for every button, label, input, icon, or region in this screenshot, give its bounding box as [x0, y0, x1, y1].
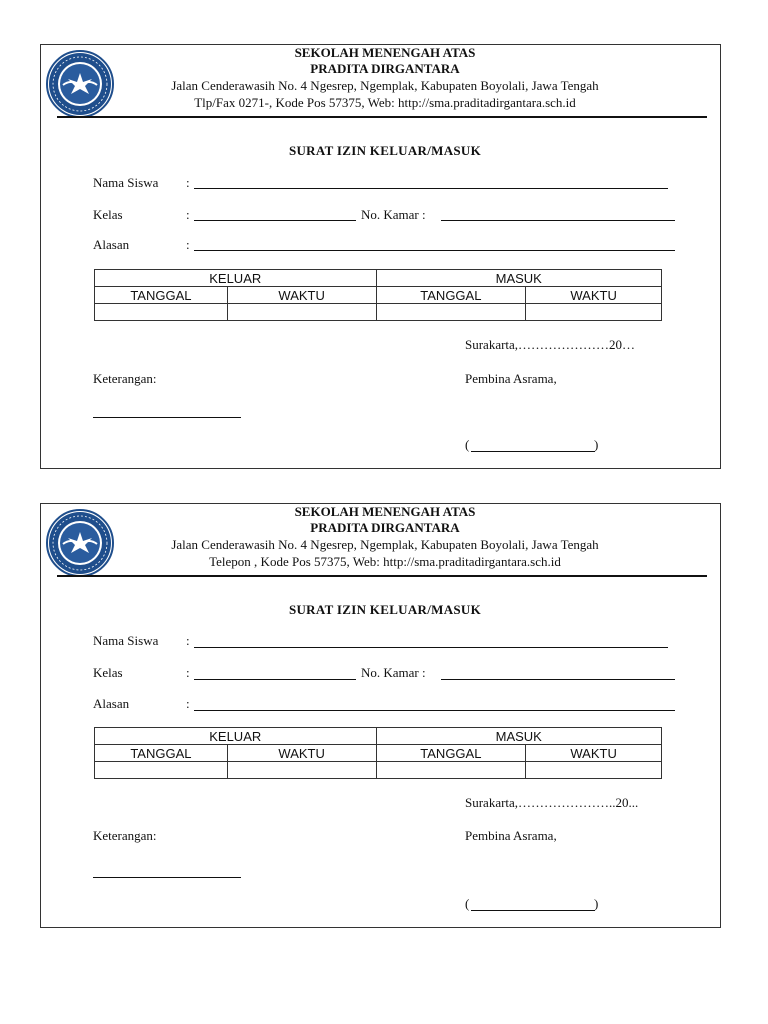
- keterangan-label: Keterangan:: [93, 371, 157, 386]
- school-contact: Telepon , Kode Pos 57375, Web: http://sma.praditadirgantara.sch.id: [209, 554, 561, 569]
- school-contact: Tlp/Fax 0271-, Kode Pos 57375, Web: http://sma.praditadirgantara.sch.id: [194, 95, 576, 110]
- school-subname: PRADITA DIRGANTARA: [310, 520, 460, 535]
- nama-siswa-field[interactable]: [194, 188, 668, 189]
- signature-bracket-open: (: [465, 896, 470, 911]
- masuk-tanggal-header: TANGGAL: [376, 287, 526, 304]
- header-divider: [57, 116, 707, 118]
- keluar-tanggal-cell[interactable]: [95, 762, 228, 779]
- pembina-label: Pembina Asrama,: [465, 828, 557, 843]
- signature-field[interactable]: [471, 451, 595, 452]
- nama-siswa-label: Nama Siswa: [93, 175, 159, 190]
- keterangan-label: Keterangan:: [93, 828, 157, 843]
- school-name: SEKOLAH MENENGAH ATAS: [294, 45, 476, 60]
- keluar-masuk-table: [94, 269, 662, 321]
- masuk-tanggal-header: TANGGAL: [376, 745, 526, 762]
- no-kamar-label: No. Kamar :: [361, 207, 426, 222]
- alasan-colon: :: [186, 696, 190, 711]
- signature-bracket-close: ): [594, 437, 599, 452]
- kelas-label: Kelas: [93, 665, 123, 680]
- permit-form-2: [40, 503, 721, 928]
- keluar-waktu-cell[interactable]: [227, 762, 376, 779]
- signature-field[interactable]: [471, 910, 595, 911]
- form-title: SURAT IZIN KELUAR/MASUK: [288, 602, 482, 617]
- school-name: SEKOLAH MENENGAH ATAS: [294, 504, 476, 519]
- kelas-colon: :: [186, 665, 190, 680]
- place-date: Surakarta,…………………20…: [465, 337, 636, 352]
- alasan-label: Alasan: [93, 696, 130, 711]
- school-address: Jalan Cenderawasih No. 4 Ngesrep, Ngemplak, Kabupaten Boyolali, Jawa Tengah: [171, 78, 599, 93]
- keluar-tanggal-header: TANGGAL: [95, 287, 228, 304]
- nama-siswa-field[interactable]: [194, 647, 668, 648]
- kelas-colon: :: [186, 207, 190, 222]
- signature-bracket-close: ): [594, 896, 599, 911]
- masuk-tanggal-cell[interactable]: [376, 762, 526, 779]
- masuk-waktu-cell[interactable]: [526, 304, 662, 321]
- masuk-tanggal-cell[interactable]: [376, 304, 526, 321]
- keluar-masuk-table: [94, 727, 662, 779]
- nama-siswa-colon: :: [186, 633, 190, 648]
- alasan-field[interactable]: [194, 250, 675, 251]
- school-subname: PRADITA DIRGANTARA: [310, 61, 460, 76]
- masuk-waktu-header: WAKTU: [526, 745, 662, 762]
- alasan-colon: :: [186, 237, 190, 252]
- masuk-waktu-header: WAKTU: [526, 287, 662, 304]
- keterangan-field[interactable]: [93, 877, 241, 878]
- no-kamar-field[interactable]: [441, 679, 675, 680]
- place-date: Surakarta,…………………..20...: [465, 795, 639, 810]
- nama-siswa-label: Nama Siswa: [93, 633, 159, 648]
- alasan-field[interactable]: [194, 710, 675, 711]
- signature-bracket-open: (: [465, 437, 470, 452]
- no-kamar-field[interactable]: [441, 220, 675, 221]
- permit-form-1: [40, 44, 721, 469]
- keluar-waktu-header: WAKTU: [227, 287, 376, 304]
- keterangan-field[interactable]: [93, 417, 241, 418]
- alasan-label: Alasan: [93, 237, 130, 252]
- header-divider: [57, 575, 707, 577]
- school-address: Jalan Cenderawasih No. 4 Ngesrep, Ngemplak, Kabupaten Boyolali, Jawa Tengah: [171, 537, 599, 552]
- keluar-tanggal-cell[interactable]: [95, 304, 228, 321]
- kelas-field[interactable]: [194, 679, 356, 680]
- masuk-header: MASUK: [376, 728, 662, 745]
- pembina-label: Pembina Asrama,: [465, 371, 557, 386]
- no-kamar-label: No. Kamar :: [361, 665, 426, 680]
- keluar-header: KELUAR: [95, 728, 377, 745]
- keluar-header: KELUAR: [95, 270, 377, 287]
- nama-siswa-colon: :: [186, 175, 190, 190]
- masuk-waktu-cell[interactable]: [526, 762, 662, 779]
- kelas-field[interactable]: [194, 220, 356, 221]
- keluar-tanggal-header: TANGGAL: [95, 745, 228, 762]
- kelas-label: Kelas: [93, 207, 123, 222]
- keluar-waktu-header: WAKTU: [227, 745, 376, 762]
- keluar-waktu-cell[interactable]: [227, 304, 376, 321]
- masuk-header: MASUK: [376, 270, 662, 287]
- form-title: SURAT IZIN KELUAR/MASUK: [288, 143, 482, 158]
